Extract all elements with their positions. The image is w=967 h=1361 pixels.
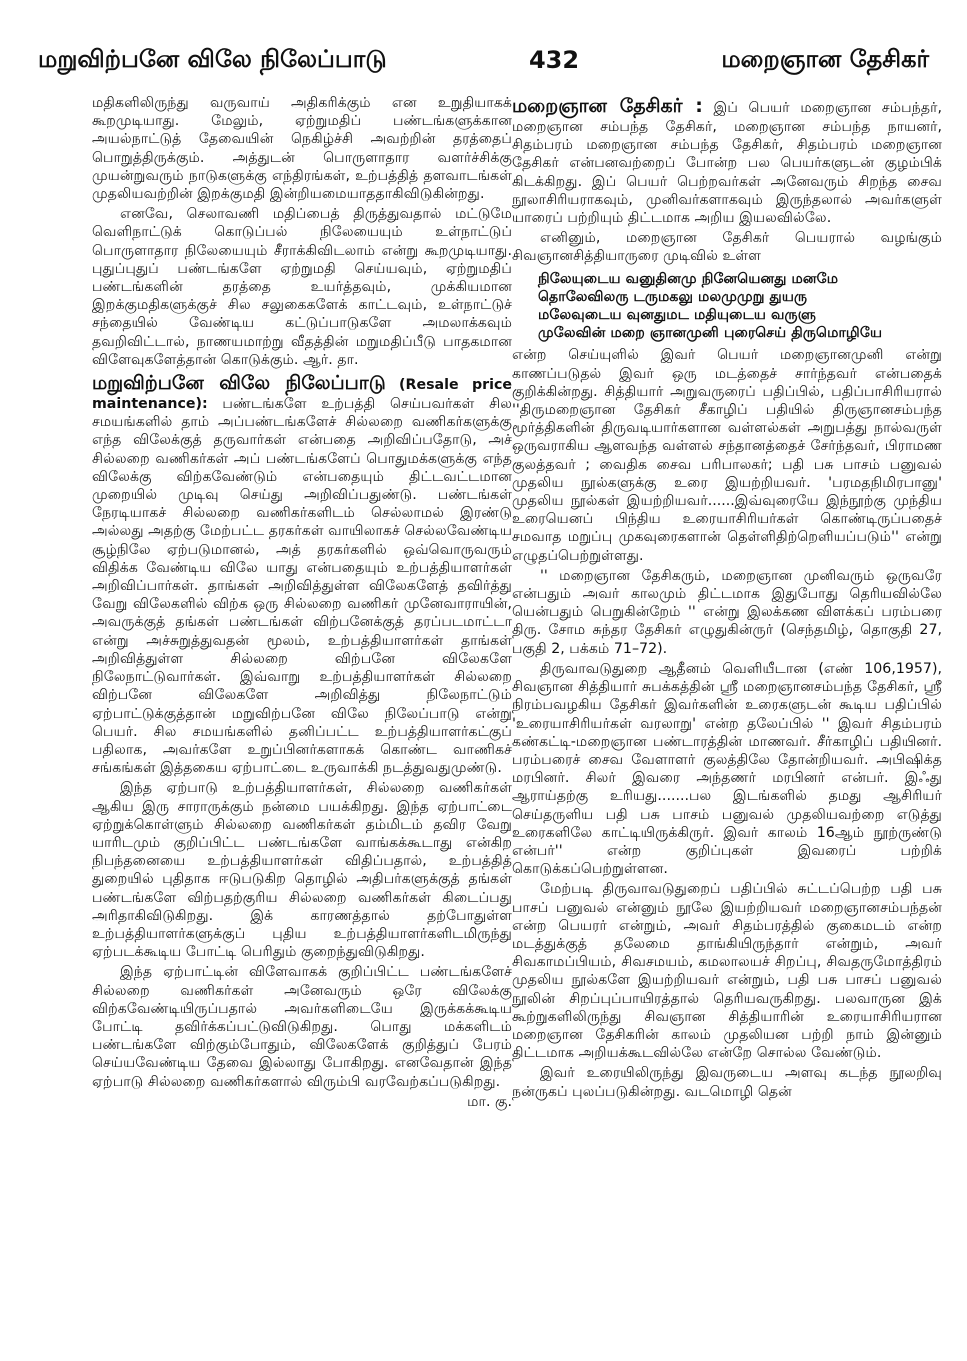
paragraph [92,205,512,369]
paragraph: எனினும், மறைஞான தேசிகர் பெயரால் வழங்கும் சிவஞானசித்தியாருரை முடிவில் உள்ள [512,230,942,265]
entry-heading: மறைஞான தேசிகர் : [512,95,703,117]
paragraph: என்ற செய்யுளில் இவர் பெயர் மறைஞானமுனி என்று காணப்படுதல் இவர் ஒரு மடத்தைச் சார்ந்தவர் என்பதைக் குறிக்கின்றது. சித்தியார் அறுவருரைப் பதிப்பில், பதிப்பாசிரியரால் ''திருமறைஞான தேசிகர் சீகாழிப் பதியில் திருஞானசம்பந்த மூர்த்திகளின் திருவடியார்களான வள்ளல்கள் அறுபத்து நால்வருள் ஒருவராகிய ஆளவந்த வள்ளல் சந்தானத்தைச் சேர்ந்தவர், பிராமண குலத்தவர் ; வைதிக சைவ பரிபாலகர்; பதி பசு பாசம் பனுவல் முதலிய நூல்களுக்கு உரை இயற்றியவர். 'பரமதநிமிரபானு' முதலிய நூல்கள் இயற்றியவர்......இவ்வுரையே இந்நூற்கு முந்திய உரையெனப் பிந்திய உரையாசிரியர்கள் கொண்டிருப்பதைச் சமவாத மறுப்பு முகவுரைகளான் தெள்ளிதிற்றெளியப்படும்'' என்று எழுதப்பெற்றுள்ளது. [512,347,942,564]
entry-paragraph [92,371,512,777]
verse-line: தொலேவிலரு டருமகலு மலமுமுறு துயரு [538,288,808,305]
entry-heading: மறுவிற்பனே விலே நிலேப்பாடு [92,372,386,395]
entry-heading-english-cont: price maintenance): [92,377,512,413]
paragraph: இந்த ஏற்பாடு உற்பத்தியாளர்கள், சில்லறை வணிகர்கள் ஆகிய இரு சாராருக்கும் நன்மை பயக்கிறது. இந்த ஏற்பாட்டை ஏற்றுக்கொள்ளும் சில்லறை வணிகர்கள் தம்மிடம் தவிர வேறு யாரிடமும் குறிப்பிட்ட பண்டங்களே வாங்கக்கூடாது என்கிற நிபந்தனையை உற்பத்தியாளர்கள் விதிப்பதால், உற்பத்தித் துறையில் புதிதாக ஈடுபடுகிற தொழில் அதிபர்களுக்குத் தங்கள் பண்டங்களே விற்பதற்குரிய சில்லறை வணிகர்கள் கிடைப்பது அரிதாகிவிடுகிறது. இக் காரணத்தால் தற்போதுள்ள உற்பத்தியாளர்களுக்குப் புதிய உற்பத்தியாளர்களிடமிருந்து ஏற்படக்கூடிய போட்டி பெரிதும் குறைந்துவிடுகிறது. [92,780,512,961]
paragraph: இந்த ஏற்பாட்டின் விளேவாகக் குறிப்பிட்ட பண்டங்களேச் சில்லறை வணிகர்கள் அனேவரும் ஒரே விலேக்கு விற்கவேண்டியிருப்பதால் அவர்களிடையே இருக்கக்கூடிய போட்டி தவிர்க்கப்பட்டுவிடுகிறது. பொது மக்களிடம் பண்டங்களே விற்கும்போதும், விலேகளேக் குறித்துப் பேரம் செய்யவேண்டிய தேவை இல்லாது போகிறது. எனவேதான் இந்த ஏற்பாடு சில்லறை வணிகர்களால் விரும்பி வரவேற்கப்படுகிறது. [92,964,512,1090]
header-left-title: மறுவிற்பனே விலே நிலேப்பாடு [38,44,387,73]
author-initials: ஆர். தா. [302,351,359,368]
author-initials: மா. கு. [467,1093,512,1110]
paragraph-text: எனவே, செலாவணி மதிப்பைத் திருத்துவதால் மட்டுமே வெளிநாட்டுக் கொடுப்பல் நிலேயையும் உள்நாட்டுப் பொருளாதார நிலேயையும் சீராக்கிவிடலாம் என்று கூறமுடியாது. புதுப்புதுப் பண்டங்களே ஏற்றுமதி செய்யவும், ஏற்றுமதிப் பண்டங்களின் தரத்தை உயர்த்தவும், முக்கியமான இறக்குமதிகளுக்குச் சில சலுகைகளேக் காட்டவும், உள்நாட்டுச் சந்தையில் வேண்டிய கட்டுப்பாடுகளே அமலாக்கவும் தவறிவிட்டால், நாணயமாற்று வீதத்தின் மறுமதிப்பீடு பாதகமான விளேவுகளேத்தான் கொடுக்கும். [92,206,512,368]
header-right-title: மறைஞான தேசிகர் [721,44,929,73]
paragraph-text: பண்டங்களே உற்பத்தி செய்பவர்கள் சில சமயங்களில் தாம் அப்பண்டங்களேச் சில்லறை வணிகர்களுக்கு எந்த விலேக்குத் தருவார்கள் என்பதை அறிவிப்பதோடு, அச் சில்லறை வணிகர்கள் அப் பண்டங்களேப் பொதுமக்களுக்கு எந்த விலேக்கு விற்கவேண்டும் என்பதையும் திட்டவட்டமான முறையில் முடிவு செய்து அறிவிப்பதுண்டு. பண்டங்கள் நேரடியாகச் சில்லறை வணிகர்களிடம் செல்லாமல் இரண்டு அல்லது அதற்கு மேற்பட்ட தரகர்கள் வாயிலாகச் செல்லவேண்டிய சூழ்நிலே ஏற்படுமானல், அத் தரகர்களில் ஒவ்வொருவரும் விதிக்க வேண்டிய விலே யாது என்பதையும் உற்பத்தியாளர்கள் அறிவிப்பார்கள். தாங்கள் அறிவித்துள்ள விலேகளேத் தவிர்த்து வேறு விலேகளில் விற்க ஒரு சில்லறை வணிகர் முனேவாராயின், அவருக்குத் தங்கள் பண்டங்கள் விற்பனேக்குத் தரப்படமாட்டா என்று அச்சுறுத்துவதன் மூலம், உற்பத்தியாளர்கள் தாங்கள் அறிவித்துள்ள சில்லறை விற்பனே விலேகளே நிலேநாட்டுவார்கள். இவ்வாறு உற்பத்தியாளர்கள் சில்லறை விற்பனே விலேகளே அறிவித்து நிலேநாட்டும் ஏற்பாட்டுக்குத்தான் மறுவிற்பனே விலே நிலேப்பாடு என்று பெயர். சில சமயங்களில் தனிப்பட்ட உற்பத்தியாளர்கட்குப் பதிலாக, அவர்களே உறுப்பினர்களாகக் கொண்ட வாணிகச் சங்கங்கள் இத்தகைய ஏற்பாட்டை உருவாக்கி நடத்துவதுமுண்டு. [92,396,512,777]
verse-line: முலேவின் மறை ஞானமுனி புரைசெய் திருமொழியே [538,325,883,342]
paragraph: மேற்படி திருவாவடுதுறைப் பதிப்பில் சுட்டப்பெற்ற பதி பசு பாசப் பனுவல் என்னும் நூலே இயற்றியவர் மறைஞானசம்பந்தன் என்ற பெயரர் என்றும், அவர் சிதம்பரத்தில் குகைமடம் என்ற மடத்துக்குத் தலேமை தாங்கியிருந்தார் என்றும், அவர் சிவகாமப்பியம், சிவசமயம், கமலாலயச் சிறப்பு, சிவதருமோத்திரம் முதலிய நூல்களே இயற்றியவர் என்றும், பதி பசு பாசப் பனுவல் நூலின் சிறப்புப்பாயிரத்தால் தெரியவருகிறது. பலவாருன இக் கூற்றுகளிலிருந்து சிவஞான சித்தியாரின் உரையாசிரியரான மறைஞான தேசிகரின் காலம் முதலியன பற்றி நாம் இன்னும் திட்டமாக அறியக்கூடவில்லே என்றே சொல்ல வேண்டும். [512,881,942,1062]
entry-paragraph [512,94,942,227]
verse-block [512,270,942,343]
paragraph-text: இப் பெயர் மறைஞான சம்பந்தர், மறைஞான சம்பந்த தேசிகர், மறைஞான சம்பந்த நாயனர், சிதம்பரம் மறைஞான சம்பந்த தேசிகர், சிதம்பரம் மறைஞான தேசிகர் என்பனவற்றைப் போன்ற பல பெயர்களுடன் குழம்பிக் கிடக்கிறது. இப் பெயர் பெற்றவர்கள் அனேவரும் சிறந்த சைவ நூலாசிரியராகவும், முனிவர்களாகவும் இருந்தலால் அவர்களுள் யாரைப் பற்றியும் திட்டமாக அறிய இயலவில்லே. [512,100,942,227]
verse-line: மலேவுடைய வுனதுமட மதியுடைய வருளு [538,307,817,324]
page-number: 432 [528,46,580,74]
paragraph: '' மறைஞான தேசிகரும், மறைஞான முனிவரும் ஒருவரே என்பதும் அவர் காலமும் திட்டமாக இதுபோது தெரியவில்லே யென்பதும் பெறுகின்றேம் '' என்று இலக்கண விளக்கப் பரம்பரை திரு. சோம சுந்தர தேசிகர் எழுதுகின்ருர் (செந்தமிழ், தொகுதி 27, பகுதி 2, பக்கம் 71–72). [512,567,942,657]
right-column [512,94,942,1339]
left-column [92,94,512,1339]
paragraph: மதிகளிலிருந்து வருவாய் அதிகரிக்கும் என உறுதியாகக் கூறமுடியாது. மேலும், ஏற்றுமதிப் பண்டங்களுக்கான அயல்நாட்டுத் தேவையின் நெகிழ்ச்சி அவற்றின் தரத்தைப் பொறுத்திருக்கும். அத்துடன் பொருளாதார வளர்ச்சிக்கு முயன்றுவரும் நாடுகளுக்கு எந்திரங்கள், உற்பத்தித் தளவாடங்கள் முதலியவற்றின் இறக்குமதி இன்றியமையாததாகிவிடுகின்றது. [92,95,512,203]
entry-heading-english: (Resale [399,377,459,394]
paragraph: திருவாவடுதுறை ஆதீனம் வெளியீடான (எண் 106,1957), சிவஞான சித்தியார் சுபக்கத்தின் ஸ்ரீ மறைஞானசம்பந்த தேசிகர், ஸ்ரீ நிரம்பவழகிய தேசிகர் இவர்களின் உரைகளுடன் கூடிய பதிப்பில் 'உரையாசிரியர்கள் வரலாறு' என்ற தலேப்பில் '' இவர் சிதம்பரம் கண்கட்டி-மறைஞான பண்டாரத்தின் மாணவர். சீர்காழிப் பதியினர். பரம்பரைச் சைவ வேளாளர் குலத்திலே தோன்றியவர். அபிஷிக்த மரபினர். சிலர் இவரை அந்தணர் மரபினர் என்பர். இஃது ஆராய்தற்கு உரியது.......பல இடங்களில் தமது ஆசிரியர் செய்தருளிய பதி பசு பாசம் பனுவல் முதலியவற்றை எடுத்து உரைகளிலே காட்டியிருக்கிருர். இவர் காலம் 16ஆம் நூற்ருண்டு என்பர்'' என்ற குறிப்புகள் இவரைப் பற்றிக் கொடுக்கப்பெற்றுள்ளன. [512,660,942,878]
paragraph: இவர் உரையிலிருந்து இவருடைய அளவு கடந்த நூலறிவு நன்ருகப் புலப்படுகின்றது. வடமொழி தென் [512,1065,942,1100]
verse-line: நிலேயுடைய வனுதினமு நினேயெனது மனமே [538,270,839,287]
running-header [38,40,929,80]
